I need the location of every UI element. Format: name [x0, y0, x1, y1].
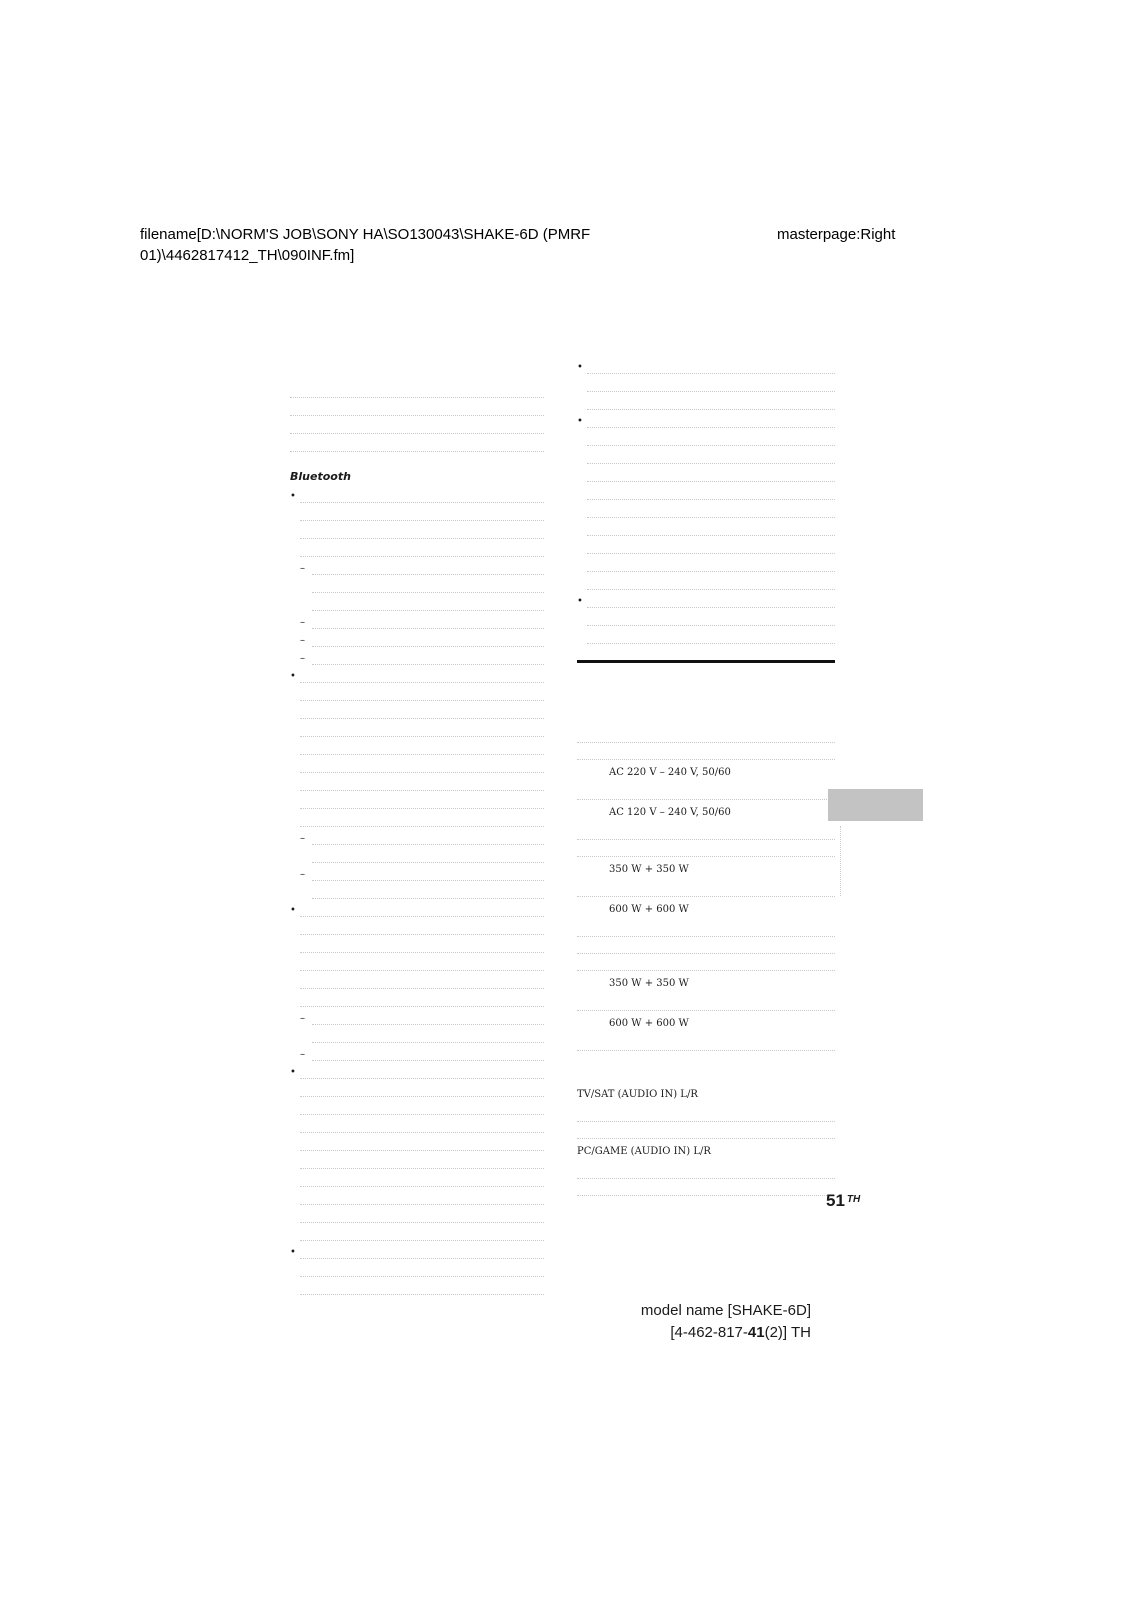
- bluetooth-bullet-1-sub-2: [290, 615, 544, 629]
- spec-value-row: [577, 843, 835, 857]
- spec-value-row: AC 120 V – 240 V, 50/60: [609, 807, 731, 818]
- text-line: [300, 723, 544, 737]
- spec-label-row: PC/GAME (AUDIO IN) L/R: [577, 1146, 711, 1157]
- text-line: [300, 795, 544, 809]
- list-line: [312, 651, 544, 665]
- list-line: [312, 615, 544, 629]
- text-line: [587, 486, 835, 500]
- bluetooth-bullet-4: [290, 1065, 544, 1241]
- bluetooth-bullet-2-sub-2: [290, 867, 544, 899]
- spec-value-row: 350 W + 350 W: [609, 864, 689, 875]
- text-line: [587, 522, 835, 536]
- text-line: [587, 504, 835, 518]
- text-line: [300, 1137, 544, 1151]
- text-line: [587, 360, 835, 374]
- bluetooth-bullet-6: [577, 360, 835, 410]
- text-line: [587, 432, 835, 446]
- text-line: [300, 1119, 544, 1133]
- spec-value-row: 600 W + 600 W: [609, 1018, 689, 1029]
- text-line: [300, 705, 544, 719]
- text-line: [587, 594, 835, 608]
- spec-value-row: 350 W + 350 W: [609, 978, 689, 989]
- spec-value-row: [577, 997, 835, 1011]
- bluetooth-bullet-1-sub-4: [290, 651, 544, 665]
- text-line: [300, 543, 544, 557]
- text-line: [587, 396, 835, 410]
- text-line: [300, 975, 544, 989]
- text-line: [300, 687, 544, 701]
- text-line: [300, 489, 544, 503]
- filename-header: [140, 224, 660, 266]
- model-name: model name [SHAKE-6D]: [640, 1302, 811, 1319]
- spec-label-row: [577, 729, 835, 743]
- model-code-prefix: [4-462-817-: [670, 1324, 748, 1341]
- text-line: [300, 1083, 544, 1097]
- text-line: [587, 630, 835, 644]
- text-line: [300, 1245, 544, 1259]
- text-line: [312, 579, 544, 593]
- bluetooth-bullet-5: [290, 1245, 544, 1295]
- model-code-suffix: (2)] TH: [764, 1324, 811, 1341]
- model-code: [670, 1322, 811, 1343]
- text-line: [300, 1227, 544, 1241]
- text-line: [290, 438, 544, 452]
- spec-value-row: [577, 957, 835, 971]
- text-line: [300, 993, 544, 1007]
- text-line: [290, 402, 544, 416]
- spec-value-row: [577, 746, 835, 760]
- spec-value-row: [577, 923, 835, 937]
- cleaning-heading: [290, 366, 544, 380]
- bluetooth-bullet-1-sub-1: [290, 561, 544, 611]
- side-tab-label: [840, 826, 864, 896]
- text-line: [300, 939, 544, 953]
- page-number-suffix: TH: [846, 1194, 861, 1205]
- bluetooth-heading: [290, 469, 544, 485]
- bluetooth-bullet-3: [290, 903, 544, 1007]
- filename-line-1: filename[D:\NORM'S JOB\SONY HA\SO130043\SHAKE-6D (PMRF: [140, 226, 591, 243]
- spec-value-row: [577, 1108, 835, 1122]
- input-spec-list: [577, 1085, 835, 1196]
- text-line: [587, 612, 835, 626]
- spec-value-row: [577, 1165, 835, 1179]
- text-line: [312, 561, 544, 575]
- side-section-tab: [828, 789, 923, 821]
- text-line: [300, 1209, 544, 1223]
- text-line: [300, 669, 544, 683]
- model-code-bold: 41: [747, 1324, 765, 1341]
- spec-label-row: [577, 826, 835, 840]
- spec-value-row: [577, 1182, 835, 1196]
- text-line: [300, 957, 544, 971]
- text-line: [300, 1263, 544, 1277]
- bluetooth-bullet-7: [577, 414, 835, 590]
- spec-value-row: [577, 883, 835, 897]
- text-line: [300, 525, 544, 539]
- text-line: [312, 831, 544, 845]
- text-line: [300, 759, 544, 773]
- text-line: [587, 378, 835, 392]
- list-line: [312, 1047, 544, 1061]
- section-rule: [577, 660, 835, 663]
- text-line: [300, 921, 544, 935]
- spec-value-row: AC 220 V – 240 V, 50/60: [609, 767, 731, 778]
- text-line: [312, 885, 544, 899]
- text-line: [300, 903, 544, 917]
- spec-value-row: [577, 1125, 835, 1139]
- text-line: [587, 450, 835, 464]
- spec-label-row: [577, 940, 835, 954]
- spec-value-row: [577, 786, 835, 800]
- amplifier-spec-list: [577, 729, 835, 1051]
- text-line: [300, 777, 544, 791]
- cleaning-paragraph: [290, 384, 544, 452]
- masterpage-label: masterpage:Right: [777, 226, 896, 243]
- bluetooth-bullet-3-sub-1: [290, 1011, 544, 1043]
- bluetooth-bullet-8: [577, 594, 835, 644]
- bluetooth-bullet-1-sub-3: [290, 633, 544, 647]
- left-column: [290, 360, 544, 1299]
- text-line: [312, 597, 544, 611]
- filename-line-2: 01)\4462817412_TH\090INF.fm]: [140, 247, 355, 264]
- text-line: [300, 1173, 544, 1187]
- text-line: [587, 540, 835, 554]
- bluetooth-bullet-1: [290, 489, 544, 557]
- text-line: [587, 576, 835, 590]
- text-line: [300, 813, 544, 827]
- text-line: [587, 468, 835, 482]
- text-line: [300, 1065, 544, 1079]
- bluetooth-heading-en: Bluetooth: [290, 470, 351, 483]
- input-heading: [577, 1067, 835, 1081]
- bluetooth-bullet-3-sub-2: [290, 1047, 544, 1061]
- bluetooth-bullet-2: [290, 669, 544, 827]
- list-line: [312, 633, 544, 647]
- text-line: [300, 1191, 544, 1205]
- text-line: [300, 741, 544, 755]
- amplifier-heading: [577, 711, 835, 725]
- text-line: [290, 420, 544, 434]
- spec-value-row: 600 W + 600 W: [609, 904, 689, 915]
- page-number: [826, 1190, 860, 1211]
- text-line: [312, 1029, 544, 1043]
- text-line: [300, 1281, 544, 1295]
- text-line: [587, 414, 835, 428]
- bluetooth-bullet-2-sub-1: [290, 831, 544, 863]
- right-column: [577, 360, 835, 1199]
- text-line: [312, 1011, 544, 1025]
- text-line: [290, 384, 544, 398]
- spec-value-row: [577, 1037, 835, 1051]
- text-line: [300, 507, 544, 521]
- text-line: [312, 867, 544, 881]
- text-line: [300, 1155, 544, 1169]
- page-number-value: 51: [826, 1191, 845, 1210]
- text-line: [587, 558, 835, 572]
- text-line: [312, 849, 544, 863]
- specifications-heading: [577, 673, 835, 701]
- spec-label-row: TV/SAT (AUDIO IN) L/R: [577, 1089, 698, 1100]
- text-line: [300, 1101, 544, 1115]
